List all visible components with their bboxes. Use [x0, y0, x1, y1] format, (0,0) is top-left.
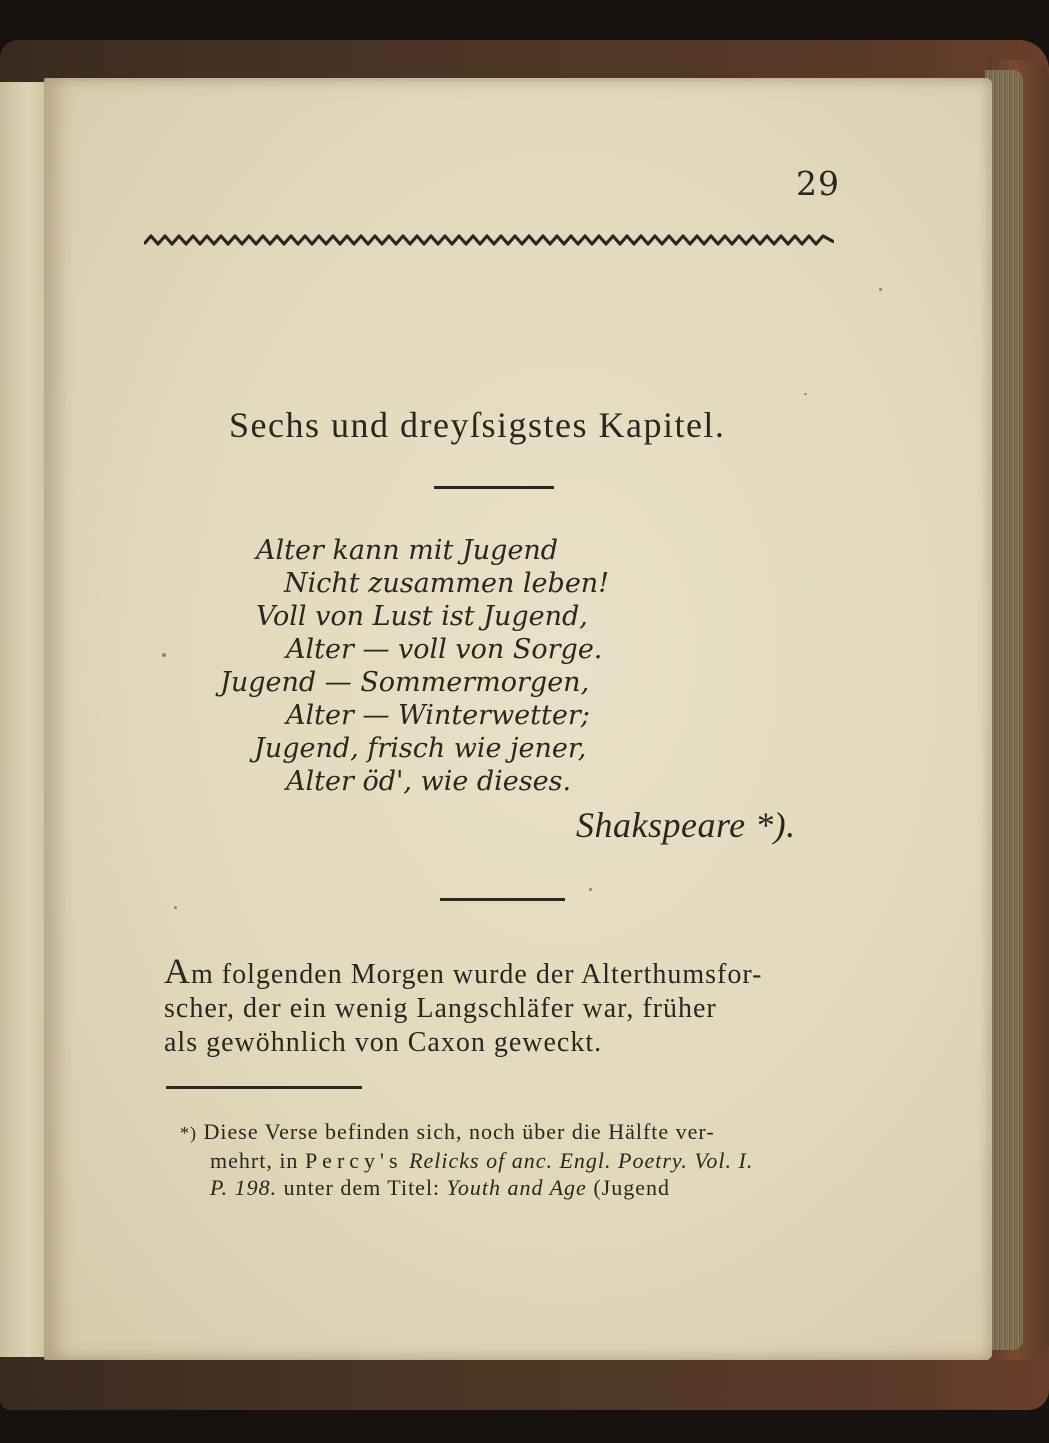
paper-speck [589, 888, 592, 891]
footnote-poem-title: Youth and Age [446, 1175, 587, 1200]
poem-line: Alter — voll von Sorge. [286, 634, 603, 665]
paragraph-line: m folgenden Morgen wurde der Alterthumsfor- [191, 959, 763, 990]
footnote-rule [166, 1086, 362, 1089]
poem-line: Jugend — Sommermorgen, [220, 667, 590, 698]
footnote-work-title: Relicks of anc. Engl. Poetry. Vol. I. [402, 1148, 754, 1173]
poem-line: Nicht zusammen leben! [284, 568, 610, 599]
footnote-page-ref: P. 198. [210, 1175, 278, 1200]
previous-page-sliver [0, 82, 46, 1357]
zigzag-ornament [144, 228, 834, 252]
paper-speck [174, 906, 177, 909]
footnote-author: Percy's [304, 1148, 403, 1173]
poem-line: Jugend, frisch wie jener, [254, 733, 587, 764]
poem-line: Alter kann mit Jugend [256, 535, 559, 566]
paragraph-line: scher, der ein wenig Langschläfer war, früher [164, 993, 717, 1024]
poem-line: Alter öd', wie dieses. [286, 766, 572, 797]
paper-speck [162, 653, 166, 657]
epigraph-attribution: Shakspeare *). [576, 805, 796, 845]
footnote-text: Diese Verse befinden sich, noch über die Hälfte ver- [203, 1119, 715, 1144]
footnote-text: unter dem Titel: [277, 1175, 447, 1200]
paragraph-line: als gewöhnlich von Caxon geweckt. [164, 1027, 603, 1058]
book-page [44, 78, 992, 1360]
section-rule [440, 898, 565, 901]
paper-speck [879, 288, 882, 291]
poem-line: Alter — Winterwetter; [286, 700, 590, 731]
drop-cap: A [164, 951, 191, 991]
epigraph-poem [220, 534, 609, 798]
poem-line: Voll von Lust ist Jugend, [256, 601, 588, 632]
paper-speck [804, 393, 807, 395]
footnote-text: (Jugend [586, 1175, 670, 1200]
footnote-marker: *) [180, 1123, 197, 1143]
footnote-text: mehrt, in [210, 1148, 305, 1173]
chapter-title: Sechs und dreyſsigstes Kapitel. [229, 405, 726, 445]
title-rule [434, 486, 554, 489]
body-paragraph [164, 951, 864, 1060]
page-number: 29 [796, 164, 840, 203]
footnote [180, 1118, 870, 1201]
